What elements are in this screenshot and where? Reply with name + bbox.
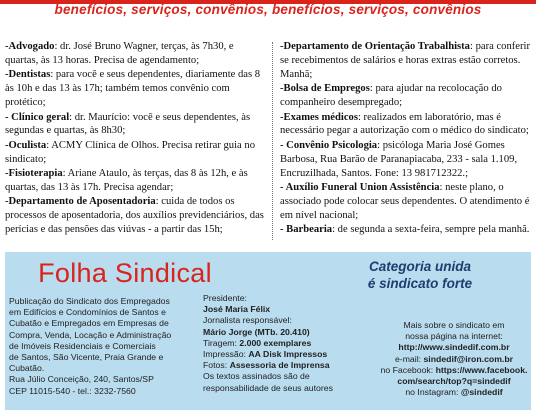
journalist-label: Jornalista responsável: xyxy=(203,315,292,326)
print-run xyxy=(203,338,373,349)
benefit-item xyxy=(280,111,532,139)
benefit-title: -Exames médicos xyxy=(280,111,358,123)
benefit-item xyxy=(280,181,532,223)
benefit-title: - Auxílio Funeral Union Assistência xyxy=(280,182,440,194)
publisher-contact: CEP 11015-540 - tel.: 3232-7560 xyxy=(9,385,136,396)
benefit-text: : realizados em laboratório, mas é necessário pegar a autorização com o médico do sindicato; xyxy=(280,111,529,137)
benefit-title: -Dentistas xyxy=(5,69,51,81)
benefit-text: : Ariane Ataulo, às terças, das 8 às 12h, e às quartas, das 13 às 17h. Precisa agendar; xyxy=(5,168,248,194)
benefit-text: : neste plano, o associado pode colocar seus dependentes. O atendimento é em nível nacional; xyxy=(280,182,530,221)
benefit-text: : cuida de todos os processos de aposentadoria, dos auxílios previdenciários, das perícias e das pensões das viúvas - a partir das 15h; xyxy=(5,196,264,236)
facebook xyxy=(379,365,529,376)
newspaper-title: Folha Sindical xyxy=(38,258,212,288)
benefit-title: -Oculista xyxy=(5,139,47,151)
slogan xyxy=(315,258,525,292)
benefit-title: -Departamento de Aposentadoria xyxy=(5,196,156,208)
benefit-text: : psicóloga Maria José Gomes Barbosa, Rua Barão de Paranapiacaba, 233 - sala 1.109, Encruzilhada, Santos. Fone: 13 981712322.; xyxy=(280,139,518,179)
benefit-title: -Departamento de Orientação Trabalhista xyxy=(280,41,470,52)
benefit-item xyxy=(280,82,532,110)
benefit-item xyxy=(5,195,267,237)
benefit-title: -Fisioterapia xyxy=(5,168,63,180)
online-intro: nossa página na internet: xyxy=(405,331,503,342)
email xyxy=(379,354,529,365)
online-info xyxy=(379,320,529,398)
benefit-text: : para você e seus dependentes, diariamente das 8 às 10h e das 13 às 17h; também temos convênio com protético; xyxy=(5,69,261,109)
website-link[interactable]: http://www.sindedif.com.br xyxy=(398,342,510,353)
benefit-text: : ACMY Clínica de Olhos. Precisa retirar guia no sindicato; xyxy=(5,139,255,165)
benefit-item xyxy=(5,139,267,167)
printing-label: Impressão: xyxy=(203,349,246,360)
publisher-line: de Santos, São Vicente, Praia Grande e xyxy=(9,352,164,363)
benefit-title: -Advogado xyxy=(5,41,55,52)
benefit-text: : dr. José Bruno Wagner, terças, às 7h30, e quartas, às 13 horas. Precisa de agendamento; xyxy=(5,41,234,66)
column-divider xyxy=(272,42,273,240)
publisher-line: Compra, Venda, Locação e Administração xyxy=(9,329,172,340)
publisher-line: de Imóveis Residenciais e Comerciais xyxy=(9,340,156,351)
instagram-label: no Instagram: xyxy=(405,387,459,398)
email-label: e-mail: xyxy=(394,353,422,364)
benefit-title: - Convênio Psicologia xyxy=(280,139,378,151)
president-name: José Maria Félix xyxy=(203,304,271,315)
benefit-item xyxy=(5,111,267,139)
email-link[interactable]: sindedif@iron.com.br xyxy=(423,353,514,364)
print-run-label: Tiragem: xyxy=(203,337,237,348)
photos xyxy=(203,360,373,371)
photos-value: Assessoria de Imprensa xyxy=(229,360,330,371)
benefit-text: : para ajudar na recolocação do companheiro desempregado; xyxy=(280,83,502,109)
disclaimer-line: responsabilidade de seus autores xyxy=(203,382,333,393)
benefit-text: : de segunda a sexta-feira, sempre pela manhã. xyxy=(332,224,530,236)
publisher-line: Cubatão e Empregados em Empresas de xyxy=(9,318,169,329)
benefit-item xyxy=(5,40,267,68)
instagram-link[interactable]: @sindedif xyxy=(460,387,503,398)
publisher-line: em Edifícios e Condomínios de Santos e xyxy=(9,307,166,318)
president-label: Presidente: xyxy=(203,293,247,303)
banner-heading: benefícios, serviços, convênios, benefícios, serviços, convênios xyxy=(54,2,482,17)
benefit-item xyxy=(280,40,532,82)
benefit-item xyxy=(280,139,532,181)
banner xyxy=(0,0,536,18)
benefit-title: - Barbearia xyxy=(280,224,333,236)
benefit-title: - Clínico geral xyxy=(5,111,70,123)
photos-label: Fotos: xyxy=(203,360,228,371)
printing xyxy=(203,349,373,360)
facebook-link[interactable]: com/search/top?q=sindedif xyxy=(397,376,511,387)
benefit-text: : dr. Maurício: você e seus dependentes, às segundas e quartas, às 8h30; xyxy=(5,111,251,137)
benefit-title: -Bolsa de Empregos xyxy=(280,83,370,95)
benefits-right-column xyxy=(280,40,532,238)
publisher-line: Cubatão. xyxy=(9,363,45,374)
benefits-left-column xyxy=(5,40,267,238)
instagram xyxy=(379,387,529,398)
benefit-item xyxy=(5,167,267,195)
journalist-name: Mário Jorge (MTb. 20.410) xyxy=(203,326,310,337)
disclaimer-line: Os textos assinados são de xyxy=(203,371,310,382)
benefit-text: : para conferir se recebimentos de salários e horas extras estão corretos. Manhã; xyxy=(280,41,530,80)
masthead-box xyxy=(5,252,531,410)
printing-value: AA Disk Impressos xyxy=(248,349,328,360)
slogan-line: Categoria unida xyxy=(368,259,471,274)
slogan-line: é sindicato forte xyxy=(367,276,473,291)
facebook-link[interactable]: https://www.facebook. xyxy=(435,364,528,375)
benefit-item xyxy=(280,223,532,237)
publisher-info xyxy=(9,296,199,397)
facebook-label: no Facebook: xyxy=(380,364,434,375)
publisher-line: Publicação do Sindicato dos Empregados xyxy=(9,296,170,306)
print-run-value: 2.000 exemplares xyxy=(239,337,312,348)
credits xyxy=(203,293,373,394)
publisher-address: Rua Júlio Conceição, 240, Santos/SP xyxy=(9,374,154,385)
benefit-item xyxy=(5,68,267,110)
online-intro: Mais sobre o sindicato em xyxy=(403,320,505,330)
